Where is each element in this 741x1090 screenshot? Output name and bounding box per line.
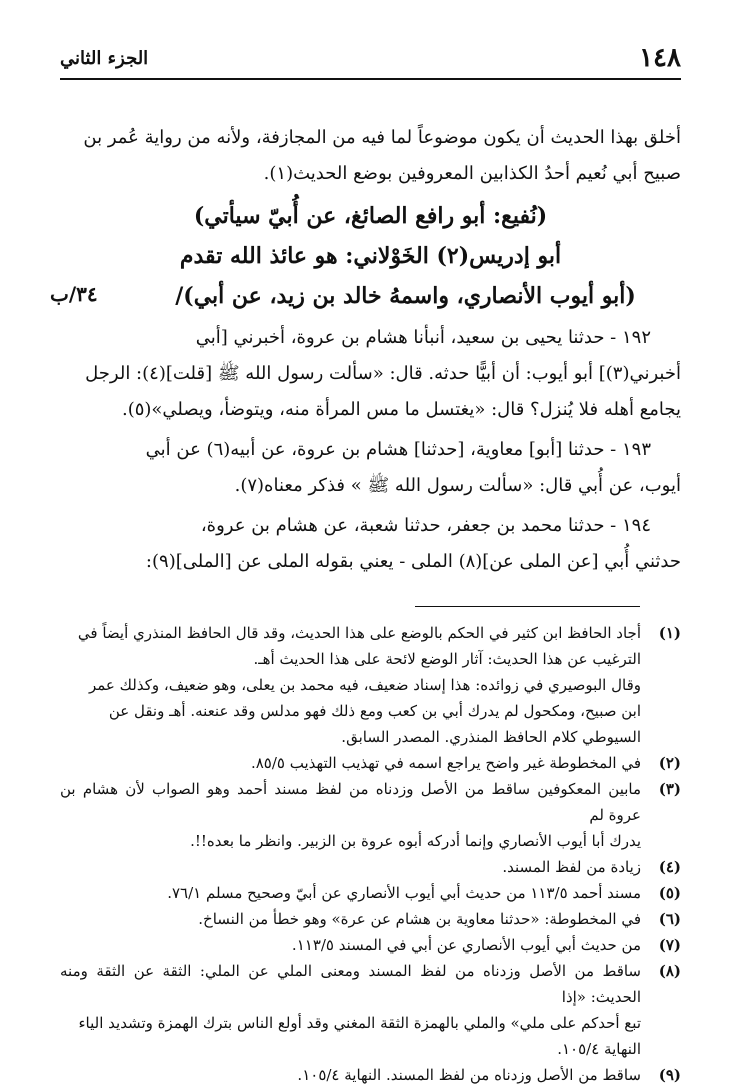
hadith-line: ١٩٢ - حدثنا يحيى بن سعيد، أنبأنا هشام بن عروة، أخبرني [أبي: [195, 327, 651, 348]
footnote-line: في المخطوطة غير واضح يراجع اسمه في تهذيب التهذيب ٨٥/٥.: [250, 754, 641, 772]
footnote-number: (٦): [658, 910, 681, 928]
heading-with-margin: [50, 276, 681, 316]
footnote-number: (٤): [658, 858, 681, 876]
section-heading: (أبو أيوب الأنصاري، واسمهُ خالد بن زيد، عن أبي)/: [175, 283, 636, 309]
footnote-line: ساقط من الأصل وزدناه من لفظ المسند ومعنى الملي عن الملي: الثقة عن الثقة ومنه الحديث: «إذا: [60, 962, 641, 1006]
footnote: [60, 958, 681, 1062]
hadith-line: ١٩٣ - حدثنا [أبو] معاوية، [حدثنا] هشام بن عروة، عن أبيه(٦) عن أبي: [145, 439, 651, 460]
footnote-line: مابين المعكوفين ساقط من الأصل وزدناه من لفظ مسند أحمد وهو الصواب لأن هشام بن عروة لم: [60, 780, 641, 824]
footnote: [60, 880, 681, 906]
section-heading: أبو إدريس(٢) الخَوْلاني: هو عائذ الله تقدم: [179, 243, 562, 269]
footnote-line: يدرك أبا أيوب الأنصاري وإنما أدركه أبوه عروة بن الزبير. وانظر ما بعده!!.: [190, 832, 641, 850]
footnote-line: أجاد الحافظ ابن كثير في الحكم بالوضع على هذا الحديث، وقد قال الحافظ المنذري أيضاً في: [77, 624, 641, 642]
section-heading: (نُفيع: أبو رافع الصائغ، عن أُبيّ سيأتي): [193, 203, 548, 229]
intro-line: صبيح أبي نُعيم أحدُ الكذابين المعروفين بوضع الحديث(١).: [263, 163, 681, 184]
footnote-number: (٩): [658, 1066, 681, 1084]
footnote: [60, 906, 681, 932]
header-rule: [60, 78, 681, 80]
footnote-number: (١): [658, 624, 681, 642]
hadith-193: [60, 432, 681, 504]
hadith-line: أيوب، عن أُبي قال: «سألت رسول الله ﷺ » فذكر معناه(٧).: [234, 475, 681, 496]
footnote: [60, 1062, 681, 1088]
footnote-line: ابن صبيح، ومكحول لم يدرك أبي بن كعب ومع ذلك فهو مدلس وقد عنعنه. أهـ ونقل عن: [108, 702, 641, 720]
footnote-number: (٨): [658, 962, 681, 980]
footnote-number: (٥): [658, 884, 681, 902]
hadith-192: [60, 320, 681, 428]
footnotes: [60, 620, 681, 1088]
footnote-line: النهاية ١٠٥/٤.: [557, 1040, 641, 1058]
footnote-number: (٧): [658, 936, 681, 954]
footnote-line: السيوطي كلام الحافظ المنذري. المصدر السابق.: [341, 728, 641, 746]
footnote-line: وقال البوصيري في زوائده: هذا إسناد ضعيف، فيه محمد بن يعلى، وهو ضعيف، وكذلك عمر: [88, 676, 641, 694]
footnote-line: تبع أحدكم على ملي» والملي بالهمزة الثقة المغني وقد أولع الناس بترك الهمزة وتشديد الياء: [78, 1014, 641, 1032]
footnote: [60, 932, 681, 958]
page-header: [60, 40, 681, 76]
hadith-line: حدثني أُبي [عن الملى عن](٨) الملى - يعني بقوله الملى عن [الملى](٩):: [145, 551, 681, 572]
footnote-line: في المخطوطة: «حدثنا معاوية بن هشام عن عرة» وهو خطأ من النساخ.: [198, 910, 641, 928]
footnote-line: مسند أحمد ١١٣/٥ من حديث أبي أيوب الأنصاري عن أبيّ وصحيح مسلم ٧٦/١.: [167, 884, 641, 902]
intro-line: أخلق بهذا الحديث أن يكون موضوعاً لما فيه من المجازفة، ولأنه من رواية عُمر بن: [83, 127, 681, 148]
footnote-rule: [415, 606, 640, 607]
hadith-line: أخبرني(٣)] أبو أيوب: أن أبيًّا حدثه. قال: «سألت رسول الله ﷺ [قلت](٤): الرجل: [85, 363, 681, 384]
main-text: [50, 120, 681, 580]
footnote-number: (٢): [658, 754, 681, 772]
footnote-line: زيادة من لفظ المسند.: [502, 858, 641, 876]
footnote: [60, 854, 681, 880]
footnote-line: من حديث أبي أيوب الأنصاري عن أبي في المسند ١١٣/٥.: [291, 936, 641, 954]
footnote-number: (٣): [658, 780, 681, 798]
running-head: الجزء الثاني: [60, 47, 149, 69]
footnote-line: ساقط من الأصل وزدناه من لفظ المسند. النهاية ١٠٥/٤.: [297, 1066, 641, 1084]
footnote: [60, 776, 681, 854]
hadith-line: يجامع أهله فلا يُنزل؟ قال: «يغتسل ما مس المرأة منه، ويتوضأ، ويصلي»(٥).: [121, 399, 681, 420]
page-number: ١٤٨: [639, 43, 681, 73]
footnote: [60, 620, 681, 750]
footnote: [60, 750, 681, 776]
footnote-line: الترغيب عن هذا الحديث: آثار الوضع لائحة على هذا الحديث أهـ.: [253, 650, 641, 668]
hadith-194: [60, 508, 681, 580]
margin-folio-note: ٣٤/ب: [50, 282, 98, 306]
hadith-line: ١٩٤ - حدثنا محمد بن جعفر، حدثنا شعبة، عن هشام بن عروة،: [200, 515, 651, 536]
